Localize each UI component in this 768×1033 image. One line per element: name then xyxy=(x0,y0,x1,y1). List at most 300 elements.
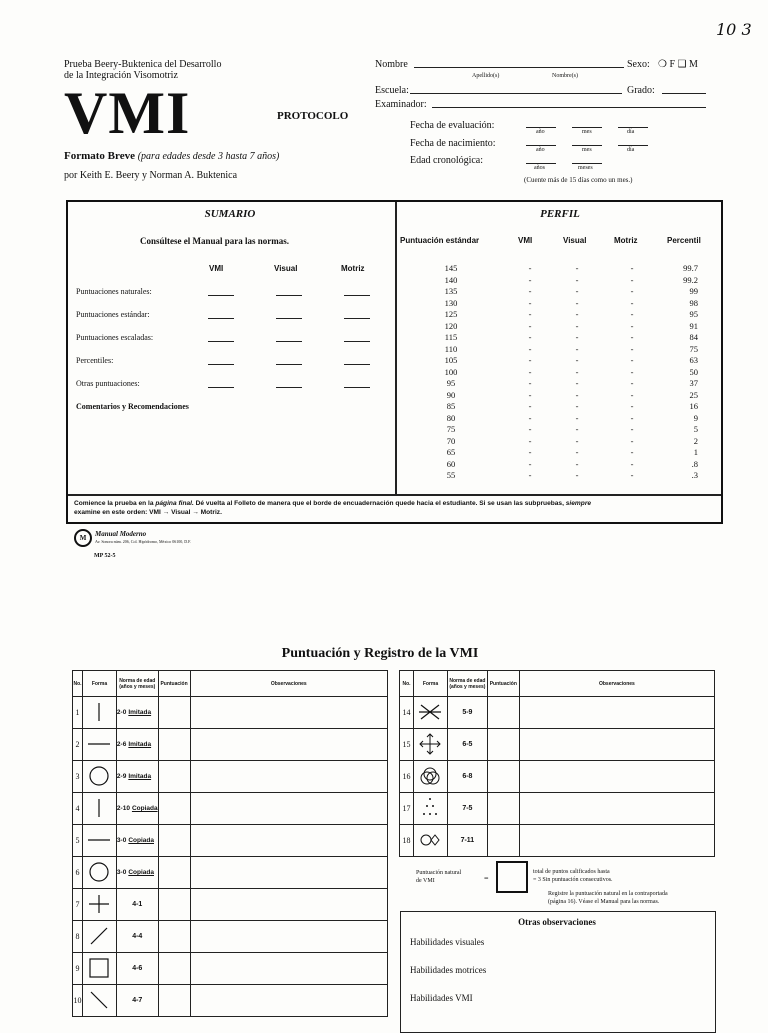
form-cell xyxy=(82,889,116,921)
instruction-divider xyxy=(68,494,721,496)
score-cell[interactable] xyxy=(158,857,190,889)
edad-years-caption: años xyxy=(534,165,545,171)
register-note-line2: (página 16). Véase el Manual para las normas. xyxy=(548,899,660,905)
motriz-mark: - xyxy=(630,297,634,308)
test-name-line1: Prueba Beery-Buktenica del Desarrollo xyxy=(64,59,222,70)
sumario-blank-field[interactable] xyxy=(208,341,234,342)
four-arrows-icon xyxy=(415,751,445,758)
score-cell[interactable] xyxy=(158,985,190,1017)
nac-year-field[interactable] xyxy=(526,145,556,146)
handwritten-page-number: 10 3 xyxy=(716,20,752,39)
motriz-mark: - xyxy=(630,458,634,469)
age-norm xyxy=(116,889,158,921)
sumario-blank-field[interactable] xyxy=(344,364,370,365)
motriz-mark: - xyxy=(630,447,634,457)
score-cell[interactable] xyxy=(487,793,519,825)
observation-cell[interactable] xyxy=(190,825,387,857)
standard-score: 125 xyxy=(444,309,458,319)
age-norm xyxy=(116,697,158,729)
motriz-mark: - xyxy=(630,355,634,365)
left-scoring-table xyxy=(72,670,388,1017)
age-norm-value: 4-6 xyxy=(132,965,143,972)
item-number: 14 xyxy=(400,697,414,729)
score-cell[interactable] xyxy=(158,921,190,953)
table-row xyxy=(73,729,388,761)
item-number: 17 xyxy=(400,793,414,825)
item-number: 10 xyxy=(73,985,83,1017)
perfil-title: PERFIL xyxy=(540,208,580,220)
item-number: 15 xyxy=(400,729,414,761)
table-row xyxy=(73,793,388,825)
item-number: 5 xyxy=(73,825,83,857)
age-norm-tag: Copiada xyxy=(131,805,158,812)
sumario-blank-field[interactable] xyxy=(276,318,302,319)
edad-label: Edad cronológica: xyxy=(410,155,484,166)
perfil-col-score: Puntuación estándar xyxy=(400,236,480,245)
comments-label: Comentarios y Recomendaciones xyxy=(76,402,189,411)
percentile-value: 98 xyxy=(689,297,698,308)
age-norm-value: 2-9 xyxy=(116,773,127,780)
item-number: 9 xyxy=(73,953,83,985)
percentile-value: 63 xyxy=(689,355,698,365)
age-norm-value: 6-5 xyxy=(462,741,473,748)
age-norm-value: 7-11 xyxy=(460,837,475,844)
right-scoring-table xyxy=(399,670,715,857)
age-norm xyxy=(447,729,487,761)
percentile-value: 16 xyxy=(689,401,698,411)
horizontal-line-icon xyxy=(84,751,114,758)
age-norm-value: 7-5 xyxy=(462,805,473,812)
header-observaciones: Observaciones xyxy=(190,671,387,697)
sumario-row-label: Otras puntuaciones: xyxy=(76,379,140,388)
sumario-col-vmi: VMI xyxy=(209,264,224,273)
vmi-mark: - xyxy=(528,389,532,400)
authors: por Keith E. Beery y Norman A. Buktenica xyxy=(64,170,238,181)
sexo-options[interactable]: ❍ F ❑ M xyxy=(658,59,698,70)
protocol-label: PROTOCOLO xyxy=(277,110,349,122)
age-norm-value: 3-0 xyxy=(116,837,127,844)
age-norm xyxy=(447,793,487,825)
visual-mark: - xyxy=(575,447,579,457)
sumario-consult: Consúltese el Manual para las normas. xyxy=(140,236,290,246)
sumario-blank-field[interactable] xyxy=(344,387,370,388)
standard-score: 115 xyxy=(444,332,458,342)
vmi-mark: - xyxy=(528,343,532,354)
visual-mark: - xyxy=(575,320,579,331)
total-note-line2: = 3 Sin puntuación consecutivos. xyxy=(533,877,613,883)
registro-title: Puntuación y Registro de la VMI xyxy=(281,646,479,661)
observation-cell[interactable] xyxy=(190,857,387,889)
vmi-mark: - xyxy=(528,458,532,469)
score-cell[interactable] xyxy=(158,889,190,921)
publisher-logo-icon: M xyxy=(74,529,92,547)
standard-score: 90 xyxy=(446,389,456,400)
visual-mark: - xyxy=(575,470,579,480)
observation-cell[interactable] xyxy=(190,761,387,793)
raw-score-label-line2: de VMI xyxy=(416,878,435,884)
form-cell xyxy=(82,697,116,729)
form-cell xyxy=(82,985,116,1017)
sumario-row-label: Puntuaciones estándar: xyxy=(76,310,150,319)
visual-mark: - xyxy=(575,274,579,285)
motriz-mark: - xyxy=(630,470,634,480)
item-number: 7 xyxy=(73,889,83,921)
vmi-mark: - xyxy=(528,378,532,388)
square-icon xyxy=(84,975,114,982)
eval-day-caption: día xyxy=(627,129,635,135)
observation-cell[interactable] xyxy=(190,953,387,985)
vmi-mark: - xyxy=(528,263,532,273)
vmi-mark: - xyxy=(528,424,532,434)
age-norm-value: 5-9 xyxy=(462,709,473,716)
otras-item: Habilidades motrices xyxy=(410,965,487,975)
sumario-row-label: Puntuaciones escaladas: xyxy=(76,333,154,342)
sumario-blank-field[interactable] xyxy=(344,318,370,319)
form-cell xyxy=(82,825,116,857)
age-norm-value: 3-0 xyxy=(116,869,127,876)
age-norm xyxy=(447,825,487,857)
standard-score: 135 xyxy=(444,286,458,296)
circle-diamond-icon xyxy=(415,847,445,854)
instruction-text xyxy=(74,499,714,517)
sumario-blank-field[interactable] xyxy=(344,295,370,296)
nombres-caption: Nombre(s) xyxy=(552,73,578,79)
raw-score-box[interactable] xyxy=(496,861,528,893)
percentile-value: 99.7 xyxy=(683,263,698,273)
age-norm xyxy=(116,857,158,889)
sumario-blank-field[interactable] xyxy=(276,387,302,388)
nac-year-caption: año xyxy=(536,147,545,153)
sumario-blank-field[interactable] xyxy=(276,341,302,342)
nac-day-field[interactable] xyxy=(618,145,648,146)
publisher-name: Manual Moderno xyxy=(95,530,147,538)
summary-divider xyxy=(395,202,397,494)
sumario-row-label: Percentiles: xyxy=(76,356,114,365)
vmi-mark: - xyxy=(528,447,532,457)
format-italic: (para edades desde 3 hasta 7 años) xyxy=(137,151,280,162)
perfil-col-percentil: Percentil xyxy=(667,236,701,245)
percentile-value: .3 xyxy=(691,470,698,480)
item-number: 18 xyxy=(400,825,414,857)
score-cell[interactable] xyxy=(158,761,190,793)
examinador-field[interactable] xyxy=(432,107,706,108)
edad-months-field[interactable] xyxy=(572,163,602,164)
item-number: 4 xyxy=(73,793,83,825)
score-cell[interactable] xyxy=(158,953,190,985)
sumario-col-motriz: Motriz xyxy=(341,264,365,273)
sumario-blank-field[interactable] xyxy=(208,295,234,296)
visual-mark: - xyxy=(575,412,579,423)
header-no: No. xyxy=(400,671,414,697)
otras-item: Habilidades VMI xyxy=(410,993,473,1003)
table-row xyxy=(400,729,715,761)
header-forma: Forma xyxy=(413,671,447,697)
form-cell xyxy=(413,729,447,761)
percentile-value: 99.2 xyxy=(683,274,698,285)
score-cell[interactable] xyxy=(158,825,190,857)
sumario-blank-field[interactable] xyxy=(344,341,370,342)
standard-score: 85 xyxy=(446,401,456,411)
visual-mark: - xyxy=(575,343,579,354)
sumario-blank-field[interactable] xyxy=(276,364,302,365)
motriz-mark: - xyxy=(630,332,634,342)
motriz-mark: - xyxy=(630,424,634,434)
observation-cell[interactable] xyxy=(190,697,387,729)
test-name-line2: de la Integración Visomotriz xyxy=(64,70,178,81)
observation-cell[interactable] xyxy=(519,761,714,793)
edad-years-field[interactable] xyxy=(526,163,556,164)
fecha-nac-label: Fecha de nacimiento: xyxy=(410,138,496,149)
score-cell[interactable] xyxy=(487,825,519,857)
header-observaciones: Observaciones xyxy=(519,671,714,697)
nac-month-field[interactable] xyxy=(572,145,602,146)
observation-cell[interactable] xyxy=(190,729,387,761)
vmi-mark: - xyxy=(528,470,532,480)
sumario-blank-field[interactable] xyxy=(208,364,234,365)
visual-mark: - xyxy=(575,458,579,469)
sumario-blank-field[interactable] xyxy=(208,318,234,319)
table-row xyxy=(400,825,715,857)
nombre-label: Nombre xyxy=(375,59,408,70)
percentile-value: 84 xyxy=(689,332,698,342)
motriz-mark: - xyxy=(630,343,634,354)
item-number: 6 xyxy=(73,857,83,889)
standard-score: 120 xyxy=(444,320,458,331)
motriz-mark: - xyxy=(630,274,634,285)
visual-mark: - xyxy=(575,389,579,400)
otras-title: Otras observaciones xyxy=(518,917,596,927)
nac-month-caption: mes xyxy=(582,147,592,153)
months-note: (Cuente más de 15 días como un mes.) xyxy=(524,176,633,184)
eval-day-field[interactable] xyxy=(618,127,648,128)
visual-mark: - xyxy=(575,401,579,411)
score-cell[interactable] xyxy=(158,729,190,761)
eval-month-caption: mes xyxy=(582,129,592,135)
percentile-value: 95 xyxy=(689,309,698,319)
standard-score: 80 xyxy=(446,412,456,423)
table-row xyxy=(73,921,388,953)
percentile-value: 9 xyxy=(693,412,698,423)
motriz-mark: - xyxy=(630,435,634,446)
percentile-value: 25 xyxy=(689,389,698,400)
format-line xyxy=(64,150,279,162)
standard-score: 95 xyxy=(446,378,456,388)
table-row xyxy=(73,889,388,921)
age-norm-value: 4-7 xyxy=(132,997,143,1004)
publisher-code: MP 52-5 xyxy=(94,553,116,559)
age-norm xyxy=(116,793,158,825)
percentile-value: 37 xyxy=(689,378,698,388)
observation-cell[interactable] xyxy=(190,889,387,921)
visual-mark: - xyxy=(575,435,579,446)
table-row xyxy=(73,761,388,793)
vmi-mark: - xyxy=(528,309,532,319)
form-cell xyxy=(82,793,116,825)
header-forma: Forma xyxy=(82,671,116,697)
raw-score-label-line1: Puntuación natural xyxy=(416,870,462,876)
age-norm-value: 2-0 xyxy=(116,709,127,716)
total-note-line1: total de puntos calificados hasta xyxy=(533,869,610,875)
overlapping-circles-icon xyxy=(415,783,445,790)
star-lines-icon xyxy=(415,719,445,726)
nac-day-caption: día xyxy=(627,147,635,153)
age-norm-value: 4-1 xyxy=(132,901,143,908)
apellidos-caption: Apellido(s) xyxy=(472,73,500,79)
age-norm xyxy=(116,985,158,1017)
visual-mark: - xyxy=(575,332,579,342)
form-cell xyxy=(82,729,116,761)
motriz-mark: - xyxy=(630,263,634,273)
age-norm xyxy=(447,761,487,793)
standard-score: 100 xyxy=(444,366,458,377)
fecha-eval-label: Fecha de evaluación: xyxy=(410,120,495,131)
table-row xyxy=(400,761,715,793)
vmi-mark: - xyxy=(528,355,532,365)
table-row xyxy=(73,953,388,985)
equals-sign: = xyxy=(484,874,489,883)
visual-mark: - xyxy=(575,309,579,319)
form-cell xyxy=(413,697,447,729)
observation-cell[interactable] xyxy=(190,921,387,953)
dot-triangle-icon xyxy=(415,815,445,822)
eval-year-field[interactable] xyxy=(526,127,556,128)
form-cell xyxy=(82,761,116,793)
score-cell[interactable] xyxy=(158,793,190,825)
item-number: 16 xyxy=(400,761,414,793)
otras-item: Habilidades visuales xyxy=(410,937,485,947)
vmi-title: VMI xyxy=(64,80,191,146)
table-row xyxy=(73,697,388,729)
escuela-field[interactable] xyxy=(410,93,622,94)
header-puntuacion: Puntuación xyxy=(158,671,190,697)
vmi-mark: - xyxy=(528,274,532,285)
age-norm xyxy=(116,921,158,953)
item-number: 8 xyxy=(73,921,83,953)
sumario-blank-field[interactable] xyxy=(208,387,234,388)
age-norm xyxy=(447,697,487,729)
instruction-part: Comience la prueba en la xyxy=(74,500,156,507)
age-norm-tag: Imitada xyxy=(128,741,152,748)
vmi-mark: - xyxy=(528,412,532,423)
perfil-col-motriz: Motriz xyxy=(614,236,638,245)
register-note-line1: Registre la puntuación natural en la contraportada xyxy=(548,891,668,897)
header-norma: Norma de edad (años y meses) xyxy=(447,671,487,697)
motriz-mark: - xyxy=(630,401,634,411)
register-note xyxy=(548,890,668,906)
sumario-col-visual: Visual xyxy=(274,264,298,273)
header-puntuacion: Puntuación xyxy=(487,671,519,697)
vmi-mark: - xyxy=(528,401,532,411)
percentile-value: 50 xyxy=(689,366,698,377)
observation-cell[interactable] xyxy=(190,793,387,825)
standard-score: 60 xyxy=(446,458,456,469)
edad-months-caption: meses xyxy=(578,165,593,171)
total-note xyxy=(533,868,613,884)
score-cell[interactable] xyxy=(487,729,519,761)
visual-mark: - xyxy=(575,263,579,273)
header-norma: Norma de edad (años y meses) xyxy=(116,671,158,697)
grado-label: Grado: xyxy=(627,85,655,96)
publisher-address: Av. Sonora núm. 206, Col. Hipódromo, México 06100, D.F. xyxy=(95,539,192,544)
score-cell[interactable] xyxy=(158,697,190,729)
vmi-mark: - xyxy=(528,286,532,296)
standard-score: 55 xyxy=(446,470,456,480)
horizontal-line-icon xyxy=(84,847,114,854)
perfil-col-vmi: VMI xyxy=(518,236,533,245)
nombre-field[interactable] xyxy=(414,67,624,68)
motriz-mark: - xyxy=(630,389,634,400)
score-cell[interactable] xyxy=(487,697,519,729)
instruction-part: siempre xyxy=(565,500,592,507)
diagonal-line-icon xyxy=(84,943,114,950)
vmi-mark: - xyxy=(528,435,532,446)
grado-field[interactable] xyxy=(662,93,706,94)
visual-mark: - xyxy=(575,286,579,296)
percentile-value: 2 xyxy=(693,435,698,446)
observation-cell[interactable] xyxy=(519,825,714,857)
format-bold: Formato Breve xyxy=(64,150,135,162)
percentile-value: 91 xyxy=(689,320,698,331)
motriz-mark: - xyxy=(630,412,634,423)
item-number: 3 xyxy=(73,761,83,793)
standard-score: 110 xyxy=(444,343,458,354)
observation-cell[interactable] xyxy=(519,729,714,761)
form-cell xyxy=(413,793,447,825)
age-norm-tag: Copiada xyxy=(128,837,154,844)
age-norm-tag: Imitada xyxy=(128,709,152,716)
form-cell xyxy=(413,825,447,857)
raw-score-label xyxy=(416,869,461,885)
eval-month-field[interactable] xyxy=(572,127,602,128)
instruction-part: examine en este orden: VMI → Visual → Motriz. xyxy=(74,509,222,516)
vertical-line-icon xyxy=(84,719,114,726)
vmi-mark: - xyxy=(528,366,532,377)
percentile-value: 99 xyxy=(689,286,698,296)
age-norm xyxy=(116,729,158,761)
visual-mark: - xyxy=(575,366,579,377)
item-number: 2 xyxy=(73,729,83,761)
form-cell xyxy=(82,953,116,985)
age-norm-tag: Copiada xyxy=(128,869,154,876)
motriz-mark: - xyxy=(630,378,634,388)
vmi-mark: - xyxy=(528,320,532,331)
score-cell[interactable] xyxy=(487,761,519,793)
age-norm xyxy=(116,761,158,793)
motriz-mark: - xyxy=(630,286,634,296)
motriz-mark: - xyxy=(630,366,634,377)
percentile-value: 75 xyxy=(689,343,698,354)
table-row xyxy=(400,697,715,729)
standard-score: 105 xyxy=(444,355,458,365)
observation-cell[interactable] xyxy=(519,793,714,825)
eval-year-caption: año xyxy=(536,129,545,135)
standard-score: 75 xyxy=(446,424,456,434)
vmi-mark: - xyxy=(528,297,532,308)
age-norm-value: 2-6 xyxy=(116,741,127,748)
age-norm-value: 6-8 xyxy=(462,773,473,780)
backslash-line-icon xyxy=(84,1007,114,1014)
table-row xyxy=(73,985,388,1017)
age-norm xyxy=(116,953,158,985)
circle-icon xyxy=(84,783,114,790)
observation-cell[interactable] xyxy=(190,985,387,1017)
item-number: 1 xyxy=(73,697,83,729)
observation-cell[interactable] xyxy=(519,697,714,729)
form-cell xyxy=(82,857,116,889)
form-cell xyxy=(413,761,447,793)
sumario-blank-field[interactable] xyxy=(276,295,302,296)
table-row xyxy=(73,825,388,857)
